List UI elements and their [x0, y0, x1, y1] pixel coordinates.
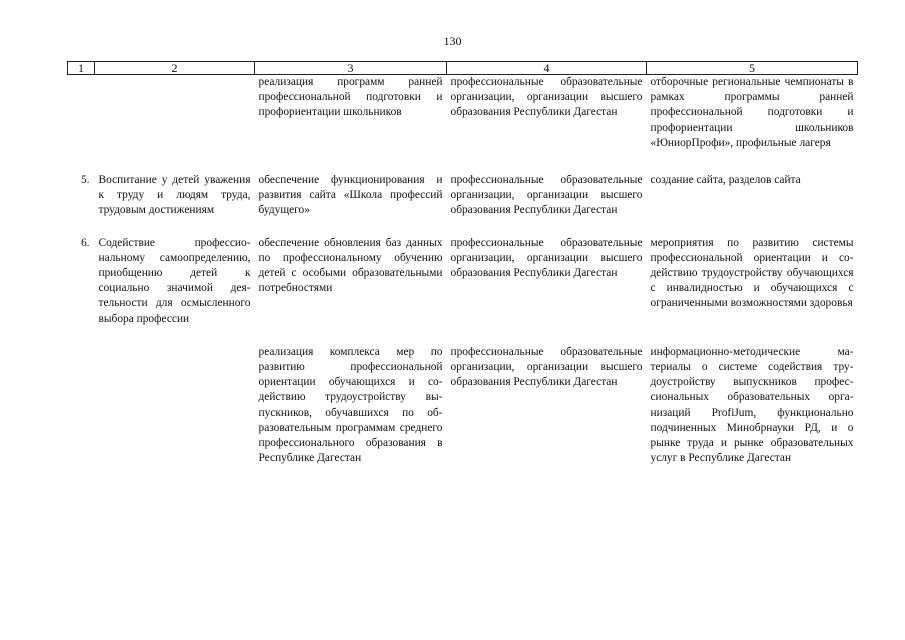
column-header-5: 5	[647, 62, 858, 75]
row-number: 6.	[80, 236, 90, 249]
table-row	[68, 236, 858, 345]
row-number	[68, 345, 95, 467]
result-cell: отборочные региональные чемпионаты в рамках программы ранней профессиональной подготовки и профориентации школьников «ЮниорПрофи», профильные лагеря	[650, 76, 854, 149]
column-header-1: 1	[68, 62, 95, 75]
executor-cell: профессиональные образовательные организации, организации высшего образования Республики Дагестан	[450, 76, 643, 119]
plan-table	[67, 61, 858, 466]
executor-cell: профессиональные образовательные организации, организации высшего образования Республики Дагестан	[450, 174, 643, 217]
activity-cell: реализация комплекса мер по развитию профессиональной ориентации обучающихся и содействию трудоустройству выпускников, обучавшихся по образовательным программам среднего профессионального образования в Республике Дагестан	[258, 345, 443, 465]
task-cell: Содействие профессиональному самоопределению, приобщению детей к социально значимой деятельности для осмысленного выбора профессии	[98, 236, 251, 325]
column-header-3: 3	[255, 62, 447, 75]
task-cell	[95, 345, 255, 467]
executor-cell: профессиональные образовательные организации, организации высшего образования Республики Дагестан	[450, 236, 643, 280]
executor-cell: профессиональные образовательные организации, организации высшего образования Республики Дагестан	[450, 345, 643, 389]
result-cell: мероприятия по развитию системы профессиональной ориентации и содействию трудоустройству обучающихся с инвалидностью и обучающихся с ограниченными возможностями здоровья	[650, 236, 854, 310]
table-row	[68, 75, 858, 174]
activity-cell: обеспечение обновления баз данных по профессиональному обучению детей с особыми образовательными потребностями	[258, 236, 443, 295]
table-header	[68, 62, 858, 75]
result-cell: информационно-методические материалы о системе содействия трудоустройству выпускников профессиональных образовательных организаций ProfiJum, функционально подчиненных Минобрнауки РД, и о рынке труда и рынке образовательных услуг в Республике Дагестан	[650, 345, 854, 465]
activity-cell: обеспечение функционирования и развития сайта «Школа профессий будущего»	[258, 174, 443, 217]
column-header-2: 2	[95, 62, 255, 75]
task-cell: Воспитание у детей уважения к труду и людям труда, трудовым достижениям	[98, 174, 251, 217]
table-row	[68, 173, 858, 236]
table-row	[68, 345, 858, 467]
result-cell: создание сайта, разделов сайта	[650, 174, 801, 187]
task-cell	[95, 75, 255, 174]
row-number: 5.	[80, 174, 90, 187]
column-header-4: 4	[447, 62, 647, 75]
row-number	[68, 75, 95, 174]
activity-cell: реализация программ ранней профессиональной подготовки и профориентации школьников	[258, 76, 443, 119]
page-number: 130	[443, 34, 462, 48]
